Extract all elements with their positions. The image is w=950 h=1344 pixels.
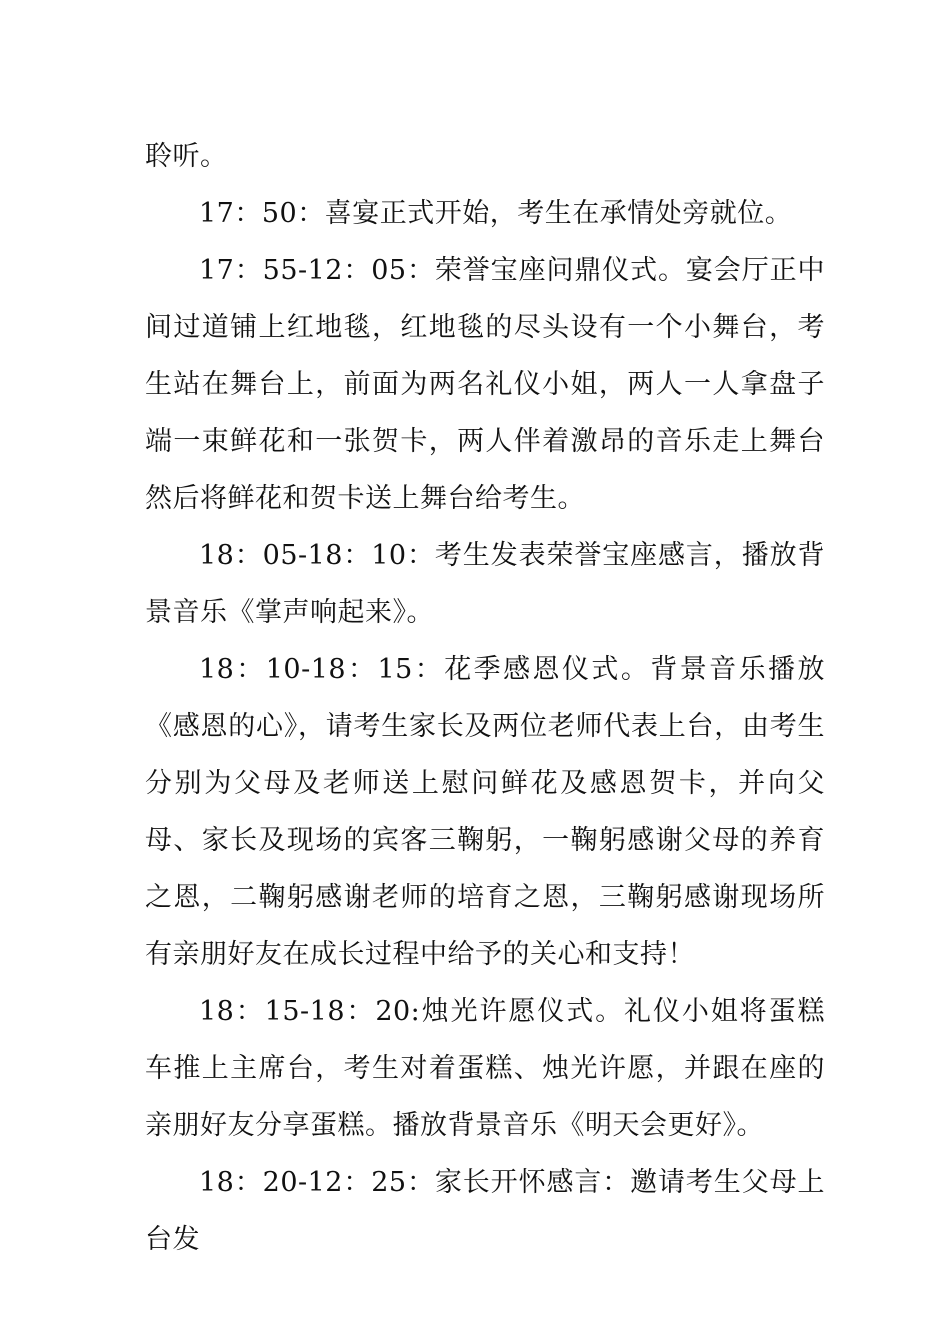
paragraph-candle-wish-ceremony: 18：15-18：20:烛光许愿仪式。礼仪小姐将蛋糕车推上主席台，考生对着蛋糕、烛光许愿，并跟在座的亲朋好友分享蛋糕。播放背景音乐《明天会更好》。 xyxy=(145,996,825,1141)
paragraph-gratitude-ceremony: 18：10-18：15：花季感恩仪式。背景音乐播放《感恩的心》，请考生家长及两位老师代表上台，由考生分别为父母及老师送上慰问鲜花及感恩贺卡，并向父母、家长及现场的宾客三鞠躬，一鞠躬感谢父母的养育之恩，二鞠躬感谢老师的培育之恩，三鞠躬感谢现场所有亲朋好友在成长过程中给予的关心和支持！ xyxy=(145,654,825,970)
paragraph-honor-throne-ceremony: 17：55-12：05：荣誉宝座问鼎仪式。宴会厅正中间过道铺上红地毯，红地毯的尽头设有一个小舞台，考生站在舞台上，前面为两名礼仪小姐，两人一人拿盘子端一束鲜花和一张贺卡，两人伴着激昂的音乐走上舞台然后将鲜花和贺卡送上舞台给考生。 xyxy=(145,255,825,514)
paragraph-parent-speech: 18：20-12：25：家长开怀感言：邀请考生父母上台发 xyxy=(145,1167,825,1255)
paragraph-honor-speech: 18：05-18：10：考生发表荣誉宝座感言，播放背景音乐《掌声响起来》。 xyxy=(145,540,825,628)
paragraph-banquet-start: 17：50：喜宴正式开始，考生在承情处旁就位。 xyxy=(199,198,793,229)
document-body xyxy=(145,128,825,1268)
paragraph-continuation: 聆听。 xyxy=(145,141,228,172)
